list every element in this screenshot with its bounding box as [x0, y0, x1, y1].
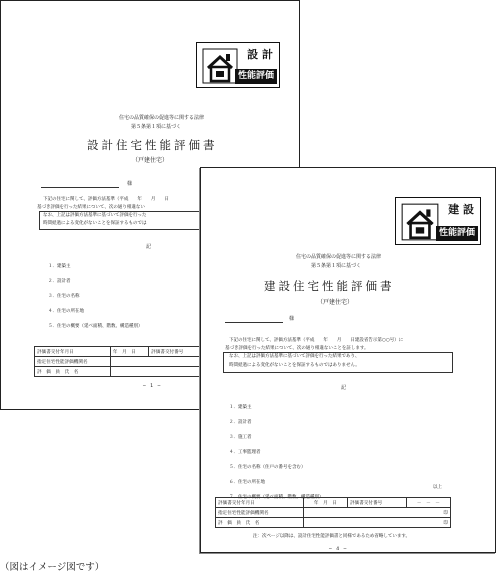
table-cell: 評 価 員 氏 名: [216, 518, 304, 528]
summary-table: [34, 346, 200, 377]
law-reference-line2: 第５条第１項に基づく: [131, 124, 182, 130]
law-reference-line2: 第５条第１項に基づく: [311, 263, 362, 269]
item-4: ４．工事監理者: [229, 450, 261, 455]
logo-bottom-text: 性能評価: [235, 69, 277, 84]
item-1: １．建築主: [229, 405, 252, 410]
ijo-closing: 以上: [433, 485, 442, 490]
construction-evaluation-document: [200, 167, 496, 553]
addressee-line: [225, 322, 283, 323]
law-reference-line1: 住宅の品質確保の促進等に関する法律: [119, 115, 205, 121]
addressee-line: [41, 187, 119, 188]
document-title: 建設住宅性能評価書: [264, 279, 395, 293]
table-cell: 印: [303, 518, 450, 528]
ki-heading: 記: [146, 244, 152, 250]
house-icon: [399, 201, 441, 243]
item-7: ７．住宅の概要（延べ面積、階数、構造種別）: [229, 495, 324, 500]
summary-table: [215, 497, 451, 528]
table-cell: 評価書交付年月日: [35, 347, 111, 357]
house-icon: [200, 46, 240, 86]
table-cell: － － －: [406, 498, 450, 508]
logo-top-text: 建 設: [448, 203, 474, 216]
intro-line1: 下記の住宅に関して、評価方法基準（平成 年 月 日建設省告示第○○号）に: [229, 338, 404, 343]
item-1: １．建築主: [48, 264, 71, 269]
note-line1: なお、上記は評価方法基準に基づいて評価を行った: [43, 213, 147, 218]
note-line2: 時間経過による変化がないことを保証するものではありません。: [229, 363, 360, 368]
page-number: ─ 1 ─: [143, 384, 161, 389]
item-2: ２．設計者: [229, 420, 252, 425]
table-cell: 評価書交付番号: [149, 347, 200, 357]
note-line2: 時間経過による変化がないことを保証するものでは: [43, 221, 147, 226]
table-cell: [110, 357, 199, 367]
item-5: ５．住宅の名称（住戸の番号を含む）: [229, 465, 306, 470]
item-2: ２．設計者: [48, 279, 71, 284]
table-cell: 評価書交付年月日: [216, 498, 304, 508]
footnote: 注：次ページ以降は、設計住宅性能評価書と同様であるため省略しています。: [253, 534, 411, 539]
table-cell: [110, 367, 199, 377]
table-cell: 年 月 日: [303, 498, 347, 508]
ki-heading: 記: [341, 385, 347, 391]
item-4: ４．住宅の所在地: [48, 309, 84, 314]
table-row: [35, 357, 200, 367]
design-performance-logo: [196, 42, 280, 88]
table-row: [216, 518, 451, 528]
item-6: ６．住宅の所在地: [229, 480, 265, 485]
intro-line2: 基づき評価を行った結果について、次の通り相違ない: [37, 205, 145, 210]
document-subtitle: （戸建住宅）: [317, 299, 354, 306]
item-5: ５．住宅の概要（延べ面積、階数、構造種別）: [48, 324, 143, 329]
table-row: [216, 508, 451, 518]
item-3: ３．施工者: [229, 435, 252, 440]
law-reference-line1: 住宅の品質確保の促進等に関する法律: [296, 254, 382, 260]
logo-bottom-text: 性能評価: [436, 226, 478, 241]
item-3: ３．住宅の名称: [48, 294, 80, 299]
table-cell: 指定住宅性能評価機関名: [216, 508, 304, 518]
intro-line1: 下記の住宅に関して、評価方法基準（平成 年 月 日: [43, 197, 169, 202]
intro-line2: 基づき評価を行った結果について、次の通り相違ないことを証します。: [225, 346, 369, 351]
addressee-suffix: 様: [289, 316, 295, 322]
page-number: ─ 4 ─: [329, 547, 347, 552]
table-cell: 印: [303, 508, 450, 518]
table-cell: 評 価 員 氏 名: [35, 367, 111, 377]
addressee-suffix: 様: [127, 181, 133, 187]
document-title: 設計住宅性能評価書: [87, 138, 218, 152]
table-cell: 年 月 日: [110, 347, 148, 357]
table-cell: 指定住宅性能評価機関名: [35, 357, 111, 367]
document-subtitle: （戸建住宅）: [132, 157, 169, 164]
construction-performance-logo: [395, 197, 481, 245]
logo-top-text: 設 計: [247, 48, 273, 61]
table-row: [35, 347, 200, 357]
image-caption: （図はイメージ図です）: [0, 562, 105, 573]
table-cell: 評価書交付番号: [348, 498, 407, 508]
table-row: [216, 498, 451, 508]
table-row: [35, 367, 200, 377]
note-line1: なお、上記は評価方法基準に基づいて評価を行った結果であり、: [229, 354, 360, 359]
